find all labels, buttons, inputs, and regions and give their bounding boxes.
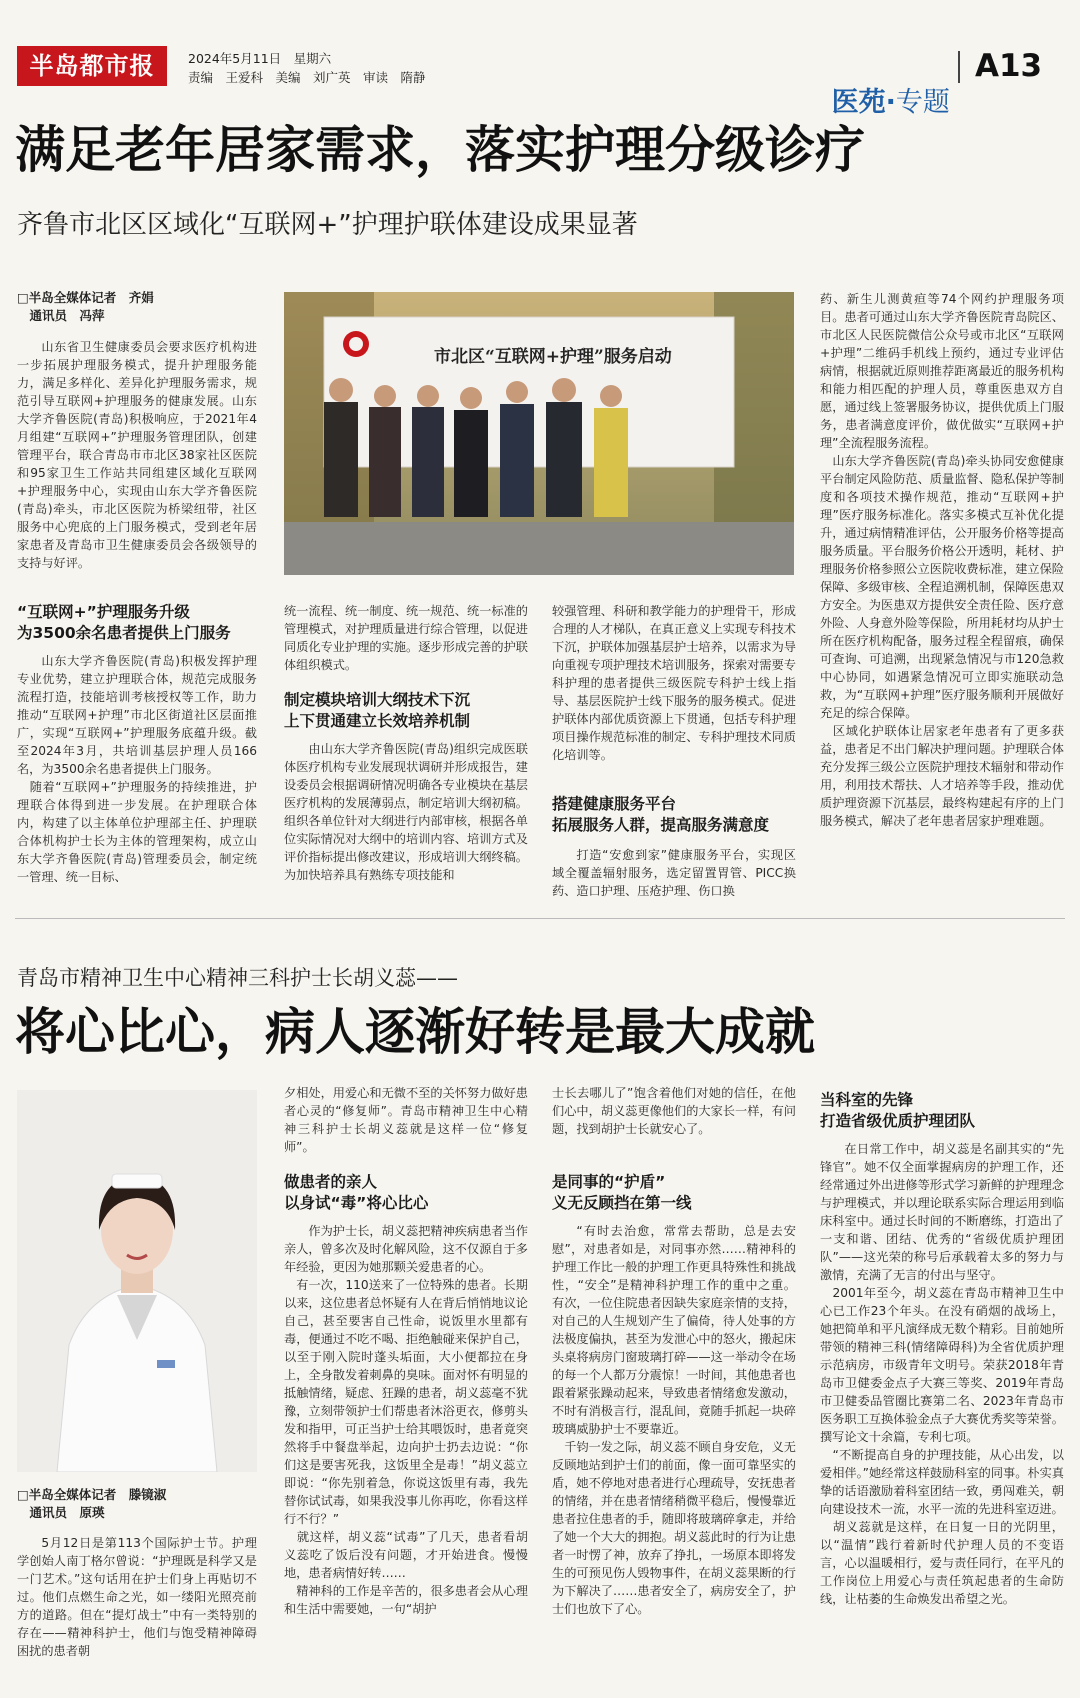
story2-col1-body: 5月12日是第113个国际护士节。护理学创始人南丁格尔曾说：“护理既是科学又是一门艺术。”这句话用在护士们身上再贴切不过。他们点燃生命之光，如一缕阳光照亮前方的道路。但在“提灯战士”中有一类特别的存在——精神科护士，他们与饱受精神障碍困扰的患者朝 xyxy=(17,1536,257,1658)
story2-col2-subhead: 做患者的亲人 以身试“毒”将心比心 xyxy=(284,1173,429,1212)
story2-col4-subhead: 当科室的先锋 打造省级优质护理团队 xyxy=(820,1091,976,1130)
story2-col3-body: “有时去治愈，常常去帮助，总是去安慰”，对患者如是，对同事亦然……精神科的护理工作比一般的护理工作更具特殊性和挑战性，“安全”是精神科护理工作的重中之重。有次，一位住院患者因缺失家庭亲情的支持，对自己的人生规划产生了偏倚，待人处事的方法极度偏执，甚至为发泄心中的怒火，搬起床头桌将病房门窗玻璃打碎——这一举动令在场的每一个人都万分震惊！一时间，其他患者也跟着紧张躁动起来，导致患者情绪愈发激动，不时有消极言行，混乱间，竟随手抓起一块碎玻璃威胁护士不要靠近。 千钧一发之际，胡义蕊不顾自身安危，义无反顾地站到护士们的前面，像一面可靠坚实的盾，她不停地对患者进行心理疏导，安抚患者的情绪，并在患者情绪稍微平稳后，慢慢靠近患者拉住患者的手，随即将玻璃碎拿走，并给了她一个大大的拥抱。胡义蕊此时的行为让患者一时愣了神，放弃了挣扎，一场原本即将发生的可预见伤人毁物事件，在胡义蕊果断的行为下解决了……患者安全了，病房安全了，护士们也放下了心。 xyxy=(552,1224,796,1616)
story1-col3-subhead: 搭建健康服务平台 拓展服务人群，提高服务满意度 xyxy=(552,795,770,834)
nurse-portrait-illustration xyxy=(17,1090,257,1472)
story2-kicker: 青岛市精神卫生中心精神三科护士长胡义蕊—— xyxy=(17,966,458,990)
event-photo-illustration xyxy=(284,292,794,575)
story1-headline: 满足老年居家需求，落实护理分级诊疗 xyxy=(15,121,865,179)
story1-col1-subhead: “互联网+”护理服务升级 为3500余名患者提供上门服务 xyxy=(17,603,231,642)
paper-logo: 半岛都市报 xyxy=(17,46,167,86)
story2-col2-top: 夕相处，用爱心和无微不至的关怀努力做好患者心灵的“修复师”。青岛市精神卫生中心精神三科护士长胡义蕊就是这样一位“修复师”。 xyxy=(284,1086,528,1154)
story1-col2-subhead: 制定模块培训大纲技术下沉 上下贯通建立长效培养机制 xyxy=(284,691,471,730)
section-divider xyxy=(958,51,960,83)
nurse-portrait xyxy=(17,1090,257,1472)
story1-col1-intro: 山东省卫生健康委员会要求医疗机构进一步拓展护理服务模式，提升护理服务能力，满足多样化、差异化护理服务需求，规范引导互联网+护理服务的健康发展。山东大学齐鲁医院(青岛)积极响应，于2021年4月组建“互联网+”护理服务管理团队，创建管理平台，联合青岛市市北区38家社区医院和95家卫生工作站共同组建区域化互联网+护理服务中心，实现由山东大学齐鲁医院(青岛)牵头，市北区医院为桥梁纽带，社区服务中心兜底的上门服务模式，受到老年居家患者及青岛市卫生健康委员会各级领导的支持与好评。 xyxy=(17,340,257,570)
story1-col3-top: 较强管理、科研和教学能力的护理骨干，形成合理的人才梯队，在真正意义上实现专科技术下沉，护联体加强基层护士培养，以需求为导向重视专项护理技术培训服务，探索对需要专科护理的患者提供三级医院专科护士线上指导、基层医院护士线下服务的服务模式。促进护联体内部优质资源上下贯通，包括专科护理项目操作规范标准的制定、专科护理技术同质化培训等。 xyxy=(552,604,796,762)
event-photo xyxy=(284,292,794,575)
masthead xyxy=(0,0,1080,118)
story2-col3-subhead: 是同事的“护盾” 义无反顾挡在第一线 xyxy=(552,1173,692,1212)
page-number: A13 xyxy=(975,48,1043,84)
story-divider xyxy=(15,918,1065,919)
issue-date: 2024年5月11日 星期六 xyxy=(188,51,332,66)
story2-col4-body: 在日常工作中，胡义蕊是名副其实的“先锋官”。她不仅全面掌握病房的护理工作，还经常通过外出进修等形式学习新鲜的护理理念与护理模式，并以理论联系实际合理运用到临床科室中。通过长时间的不断磨练，打造出了一支和谐、团结、优秀的“省级优质护理团队”——这光荣的称号后承载着太多的努力与激情，充满了无言的付出与坚守。 2001年至今，胡义蕊在青岛市精神卫生中心已工作23个年头。在没有硝烟的战场上，她把简单和平凡演绎成无数个精彩。目前她所带领的精神三科(情绪障碍科)为全省优质护理示范病房，市级青年文明号。荣获2018年青岛市卫健委金点子大赛三等奖、2019年青岛市卫健委品管圈比赛第二名、2023年青岛市医务职工互换体验金点子大赛优秀奖等荣誉。撰写论文十余篇，专利七项。 “不断提高自身的护理技能，从心出发，以爱相伴。”她经常这样鼓励科室的同事。朴实真挚的话语激励着科室团结一致，勇闯难关，朝向建设技术一流，水平一流的先进科室迈进。 胡义蕊就是这样，在日复一日的光阴里，以“温情”践行着新时代护理人员的不变语言，心以温暖相行，爱与责任同行，在平凡的工作岗位上用爱心与责任筑起患者的生命防线，让枯萎的生命焕发出希望之光。 xyxy=(820,1142,1064,1606)
story2-headline: 将心比心，病人逐渐好转是最大成就 xyxy=(15,1003,815,1061)
story1-col4-body: 药、新生儿测黄疸等74个网约护理服务项目。患者可通过山东大学齐鲁医院青岛院区、市北区人民医院微信公众号或市北区“互联网+护理”二维码手机线上预约，通过专业评估病情，根据就近原则推荐距离最近的服务机构和能力相匹配的护理人员，尊重医患双方自愿，通过线上签署服务协议，提供优质上门服务，患者满意度评价，做优做实“互联网+护理”全流程服务流程。 山东大学齐鲁医院(青岛)牵头协同安愈健康平台制定风险防范、质量监督、隐私保护等制度和各项技术操作规范，推动“互联网+护理”医疗服务标准化。落实多模式互补优化提升，通过病情精准评估，公开服务价格等提高服务质量。平台服务价格公开透明，耗材、护理服务价格参照公立医院收费标准，建立保险保障、多级审核、全程追溯机制，保障医患双方安全。为医患双方提供安全责任险、医疗意外险、人身意外险等保险，所用耗材均从护士所在医疗机构配备，服务过程全程留痕，确保可查询、可追溯，出现紧急情况与市120急救中心协同，如遇紧急情况可立即实施联动急救，为“互联网+护理”医疗服务顺利开展做好充足的综合保障。 区域化护联体让居家老年患者有了更多获益，患者足不出门解决护理问题。护理联合体充分发挥三级公立医院护理技术辐射和带动作用，利用技术帮扶、人才培养等手段，推动优质护理资源下沉基层，最终构建起有序的上门服务模式，解决了老年患者居家护理难题。 xyxy=(820,292,1064,828)
story1-col1-body: 山东大学齐鲁医院(青岛)积极发挥护理专业优势，建立护理联合体，规范完成服务流程打造，技能培训考核授权等工作，助力推动“互联网+护理”市北区街道社区层面推广，实现“互联网+”护理服务底蕴升级。截至2024年3月，共培训基层护理人员166名，为3500余名患者提供上门服务。 随着“互联网+”护理服务的持续推进，护理联合体得到进一步发展。在护理联合体内，构建了以主体单位护理部主任、护理联合体机构护士长为主体的管理架构，成立山东大学齐鲁医院(青岛)管理委员会，制定统一管理、统一目标、 xyxy=(17,654,257,884)
photo-banner-text: 市北区“互联网+护理”服务启动 xyxy=(434,347,672,367)
story2-byline: □半岛全媒体记者 滕镜淑 通讯员 原瑛 xyxy=(17,1487,167,1520)
story1-col2-top: 统一流程、统一制度、统一规范、统一标准的管理模式，对护理质量进行综合管理，以促进同质化专业护理的实施。逐步形成完善的护联体组织模式。 xyxy=(284,604,528,672)
story1-col3-body: 打造“安愈到家”健康服务平台，实现区域全覆盖辐射服务，选定留置胃管、PICC换药、造口护理、压疮护理、伤口换 xyxy=(552,848,796,898)
section-secondary: 专题 xyxy=(895,87,950,118)
story1-byline: □半岛全媒体记者 齐娟 通讯员 冯萍 xyxy=(17,290,154,323)
story2-col3-top: 士长去哪儿了”饱含着他们对她的信任，在他们心中，胡义蕊更像他们的大家长一样，有问题，找到胡护士长就安心了。 xyxy=(552,1086,796,1136)
section-dot: · xyxy=(885,87,896,118)
story1-col2-body: 由山东大学齐鲁医院(青岛)组织完成医联体医疗机构专业发展现状调研并形成报告，建设委员会根据调研情况明确各专业模块在基层医疗机构的发展薄弱点，制定培训大纲初稿。组织各单位针对大纲进行内部审核，根据各单位实际情况对大纲中的培训内容、培训方式及评价指标提出修改建议，形成培训大纲终稿。为加快培养具有熟练专项技能和 xyxy=(284,742,528,882)
editor-credits: 责编 王爱科 美编 刘广英 审读 隋静 xyxy=(188,70,426,85)
section-primary: 医苑 xyxy=(831,87,886,118)
story2-col2-body: 作为护士长，胡义蕊把精神疾病患者当作亲人，曾多次及时化解风险，这不仅源自于多年经验，更因为她那颗关爱患者的心。 有一次，110送来了一位特殊的患者。长期以来，这位患者总怀疑有人在背后悄悄地议论自己，甚至要害自己性命，说饭里水里都有毒，便通过不吃不喝、拒绝触碰来保护自己，以至于刚入院时蓬头垢面，大小便都拉在身上，全身散发着刺鼻的臭味。面对怀有明显的抵触情绪，疑虑、狂躁的患者，胡义蕊毫不犹豫，立刻带领护士们帮患者沐浴更衣，修剪头发和指甲，可正当护士给其喂饭时，患者竟突然将手中餐盘举起，边向护士扔去边说：“你们这是要害死我，这饭里全是毒！”胡义蕊立即说：“你先别着急，你说这饭里有毒，我先替你试试毒，如果我没事儿你再吃，你看这样行不行？” 就这样，胡义蕊“试毒”了几天，患者看胡义蕊吃了饭后没有问题，才开始进食。慢慢地，患者病情好转…… 精神科的工作是辛苦的，很多患者会从心理和生活中需要她，一句“胡护 xyxy=(284,1224,528,1616)
story1-subhead: 齐鲁市北区区域化“互联网+”护理护联体建设成果显著 xyxy=(17,210,638,240)
